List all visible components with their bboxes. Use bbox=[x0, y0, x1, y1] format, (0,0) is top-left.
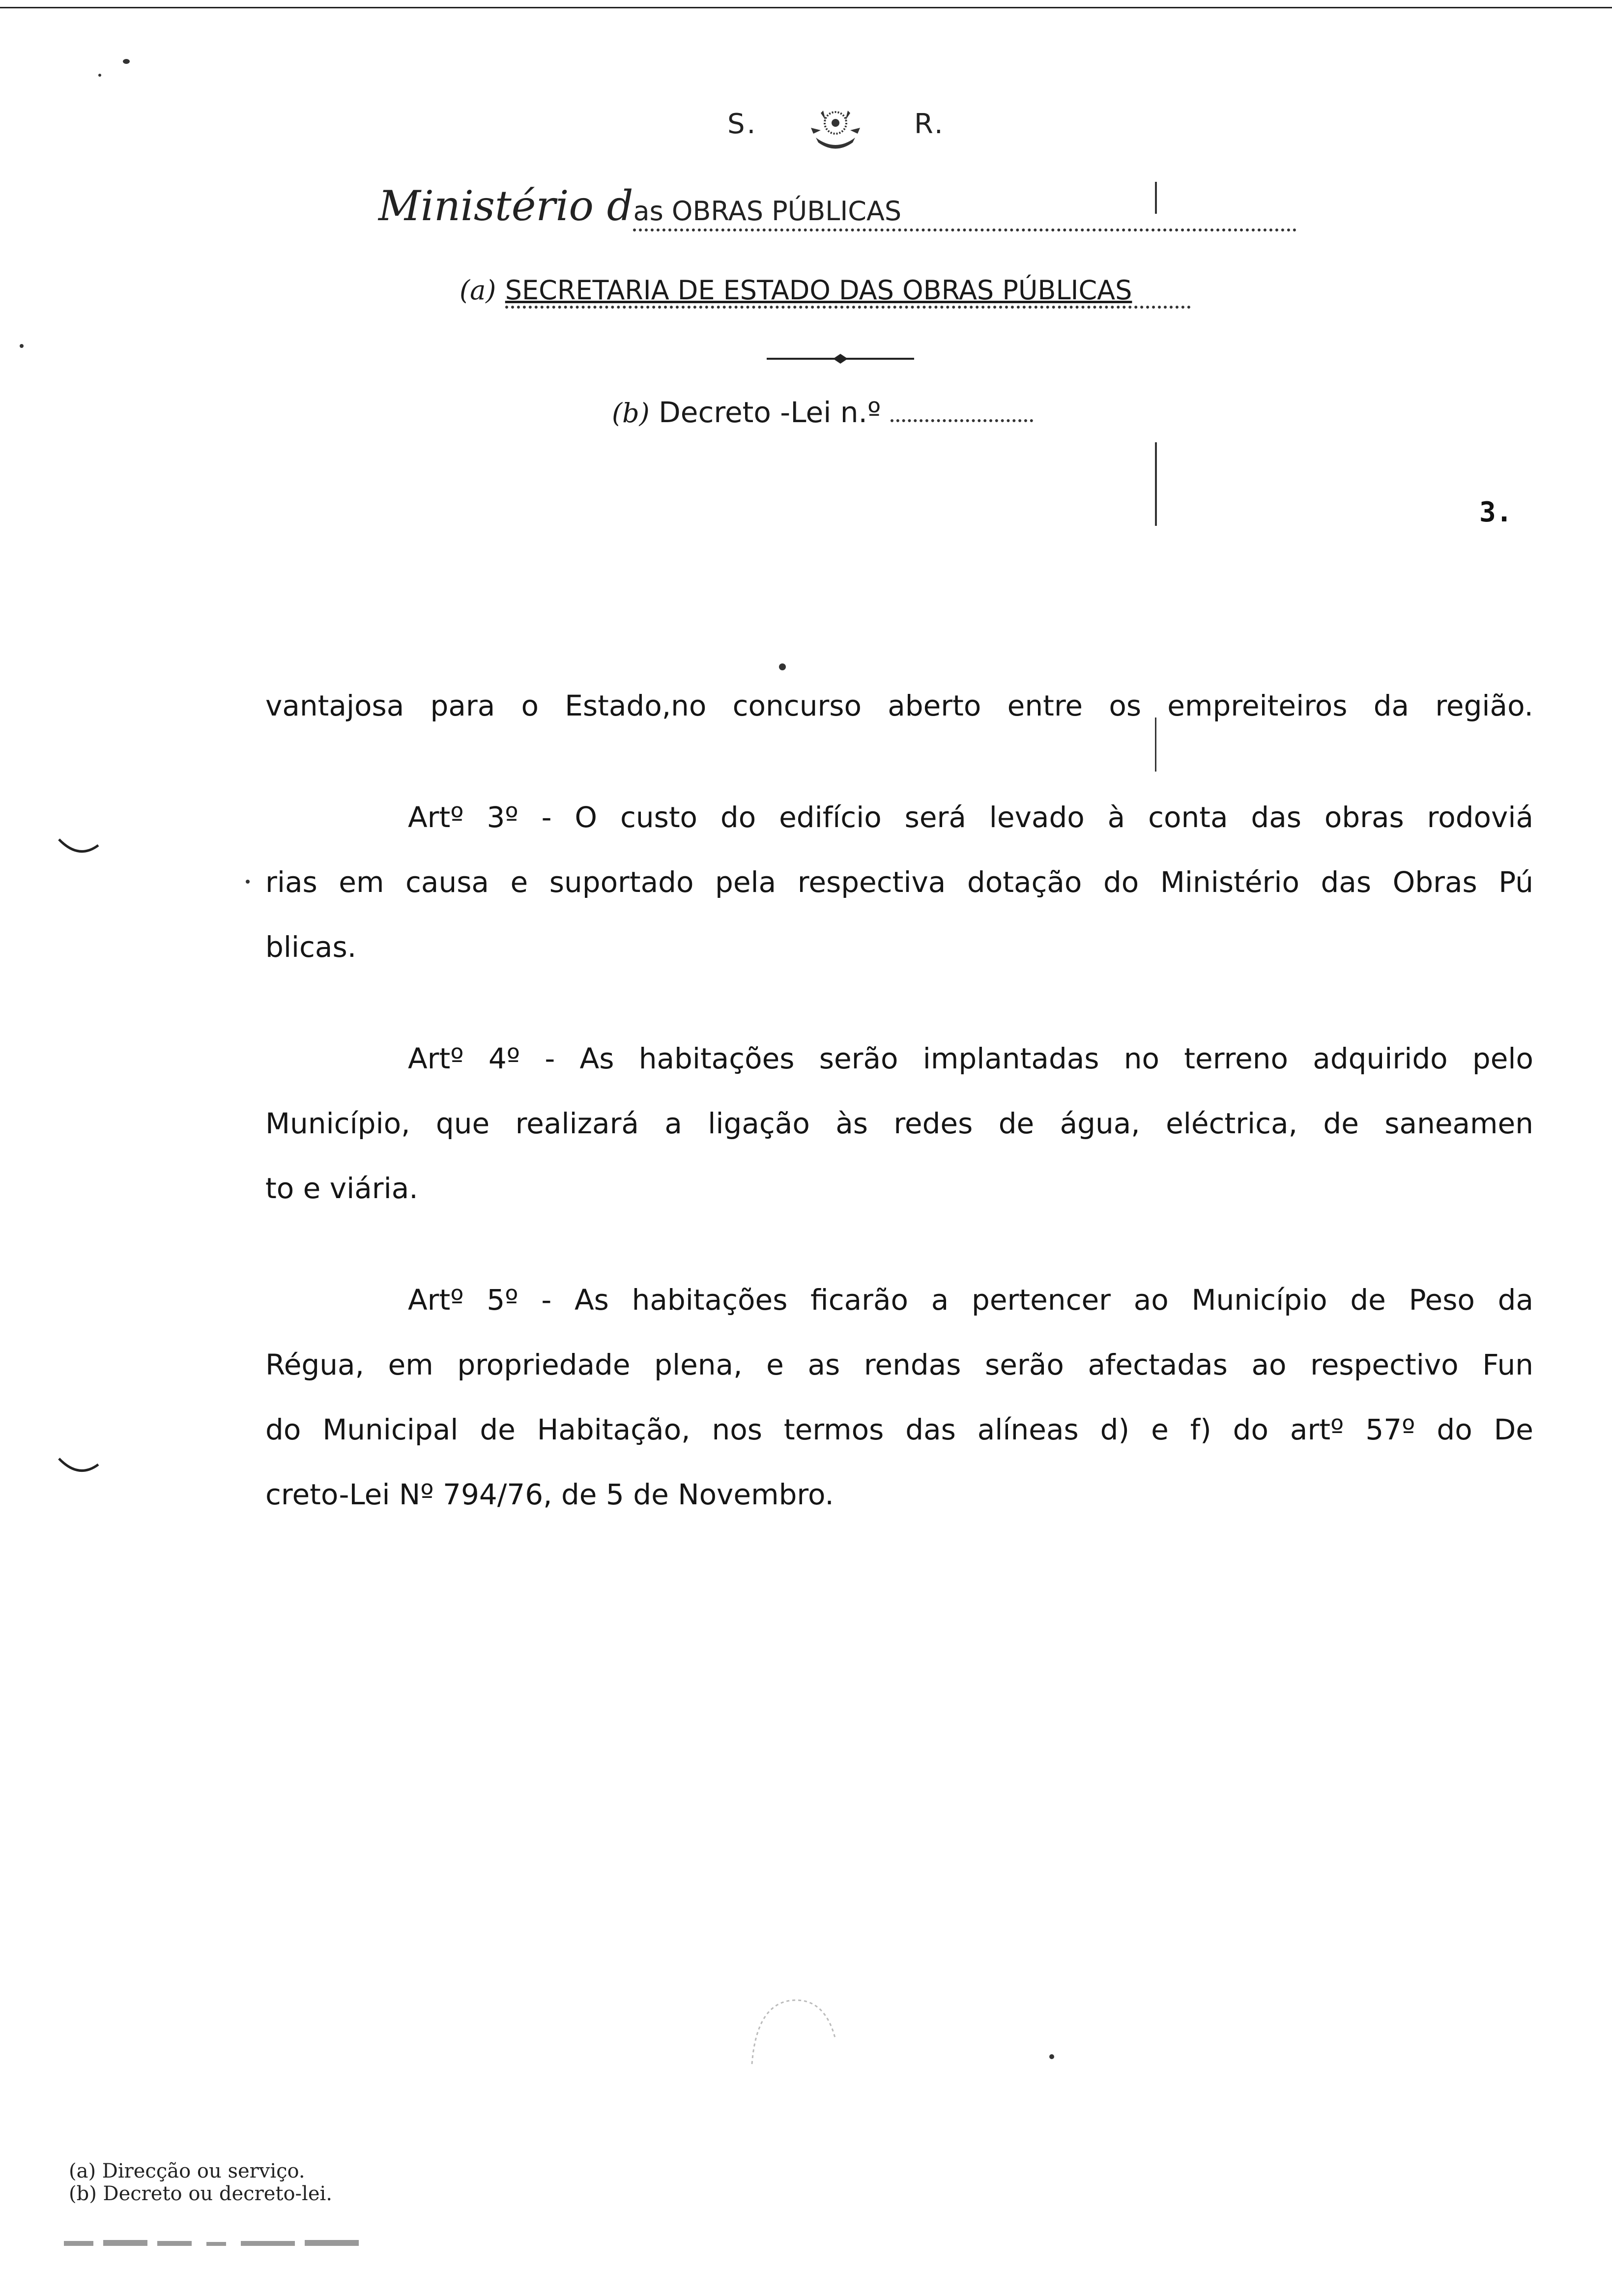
binder-hole-mark bbox=[57, 835, 101, 860]
ministry-name: as OBRAS PÚBLICAS bbox=[633, 196, 1296, 231]
binder-hole-mark bbox=[57, 1455, 101, 1479]
scan-speck bbox=[123, 59, 130, 64]
header-seal bbox=[727, 103, 983, 157]
text-line: Régua, em propriedade plena, e as rendas serão afectadas ao respectivo Fun bbox=[265, 1348, 1533, 1381]
lead-paragraph bbox=[265, 673, 1533, 738]
seal-letter-s: S. bbox=[727, 108, 758, 140]
seal-letter-r: R. bbox=[914, 108, 945, 140]
text-line: Artº 5º - As habitações ficarão a pertencer ao Município de Peso da bbox=[408, 1283, 1533, 1317]
text-line: Artº 4º - As habitações serão implantadas no terreno adquirido pelo bbox=[408, 1042, 1533, 1075]
page-number: 3. bbox=[1479, 496, 1513, 528]
printer-imprint-mark bbox=[64, 2236, 369, 2251]
margin-mark bbox=[1155, 442, 1157, 526]
footnotes bbox=[69, 2160, 332, 2205]
decreto-number-blank bbox=[891, 419, 1033, 422]
scan-speck bbox=[98, 74, 101, 77]
scan-speck bbox=[20, 344, 24, 348]
faint-arc-mark bbox=[742, 1980, 850, 2069]
decreto-line bbox=[612, 396, 1033, 429]
decreto-label: (b) bbox=[612, 398, 650, 429]
text-line: Município, que realizará a ligação às redes de água, eléctrica, de saneamen bbox=[265, 1107, 1533, 1140]
article-4 bbox=[265, 1026, 1533, 1221]
scan-speck bbox=[246, 880, 250, 884]
scan-speck bbox=[1049, 2054, 1054, 2059]
secretaria-line bbox=[460, 273, 1191, 309]
top-border-line bbox=[0, 7, 1612, 8]
margin-mark bbox=[1155, 182, 1157, 214]
footnote-b: (b) Decreto ou decreto-lei. bbox=[69, 2182, 333, 2205]
text-line: creto-Lei Nº 794/76, de 5 de Novembro. bbox=[265, 1478, 834, 1511]
ministry-prefix: Ministério d bbox=[378, 182, 633, 230]
text-line: rias em causa e suportado pela respectiva dotação do Ministério das Obras Pú bbox=[265, 865, 1533, 899]
footnote-a: (a) Direcção ou serviço. bbox=[69, 2160, 305, 2182]
secretaria-name: SECRETARIA DE ESTADO DAS OBRAS PÚBLICAS bbox=[505, 275, 1191, 309]
ornament-divider bbox=[767, 351, 914, 366]
text-line: Artº 3º - O custo do edifício será levado à conta das obras rodoviá bbox=[408, 801, 1533, 834]
text-line: vantajosa para o Estado,no concurso aberto entre os empreiteiros da região. bbox=[265, 689, 1533, 722]
text-line: blicas. bbox=[265, 930, 357, 964]
decreto-text: Decreto -Lei n.º bbox=[659, 396, 881, 429]
secretaria-label: (a) bbox=[460, 275, 496, 306]
text-line: do Municipal de Habitação, nos termos das alíneas d) e f) do artº 57º do De bbox=[265, 1413, 1533, 1446]
article-5 bbox=[265, 1267, 1533, 1527]
scan-speck bbox=[779, 663, 786, 670]
coat-of-arms-icon bbox=[786, 103, 885, 157]
text-line: to e viária. bbox=[265, 1172, 418, 1205]
ministry-title bbox=[378, 182, 1296, 231]
article-3 bbox=[265, 785, 1533, 979]
document-body bbox=[265, 673, 1533, 1574]
